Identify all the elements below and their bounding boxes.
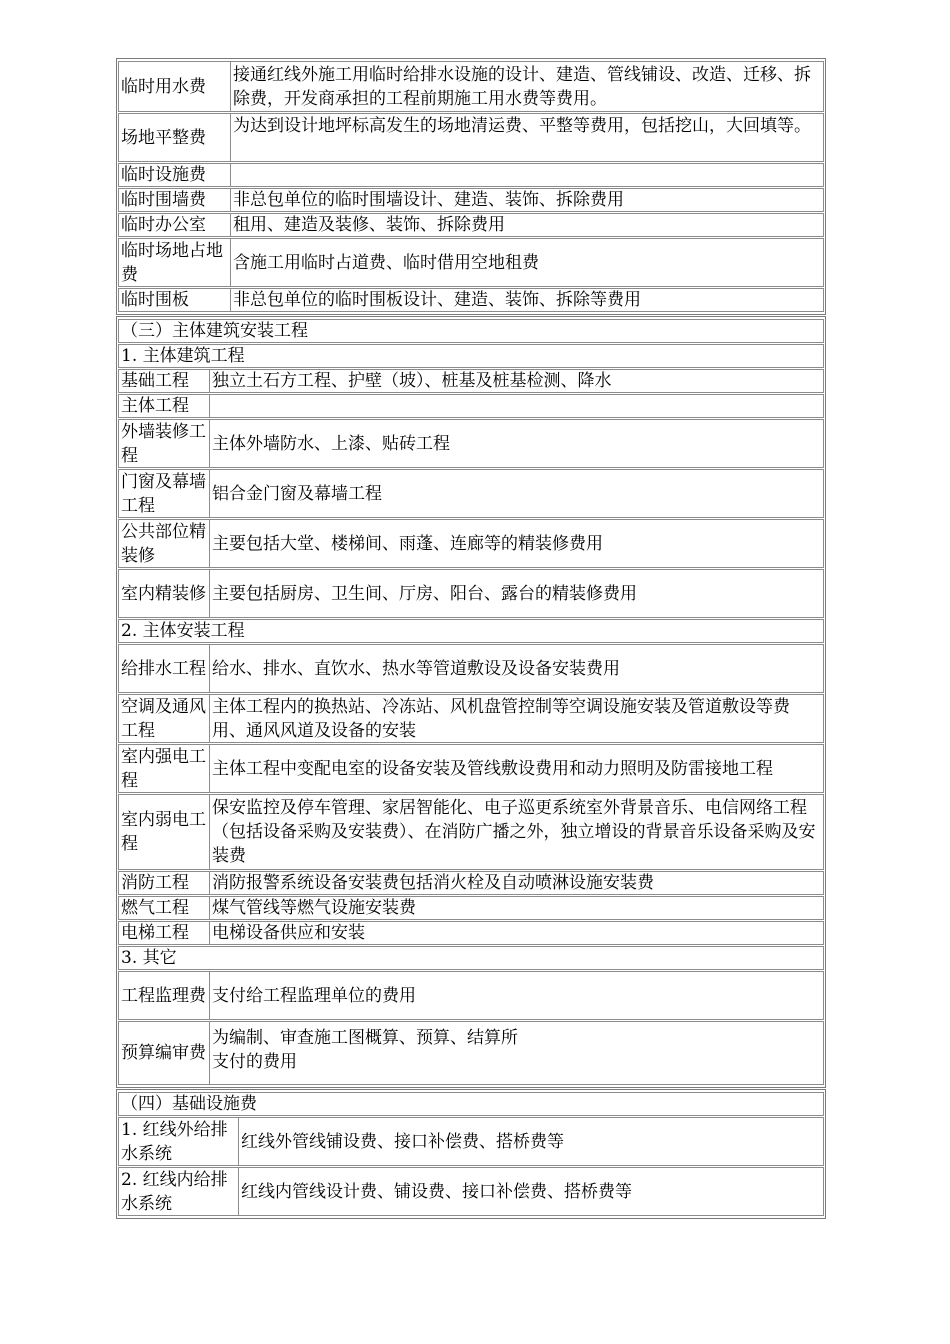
table-row [118,188,824,212]
table-row [118,113,824,162]
infrastructure-table [116,1089,826,1219]
subsection-title: 3. 其它 [121,948,177,968]
row-description: 为达到设计地坪标高发生的场地清运费、平整等费用，包括挖山，大回填等。 [233,116,811,136]
temp-facilities-table [116,58,826,315]
row-label: 消防工程 [119,872,210,894]
row-description: 铝合金门窗及幕墙工程 [212,483,382,504]
table-row [118,369,824,393]
row-description: 接通红线外施工用临时给排水设施的设计、建造、管线铺设、改造、迁移、拆除费，开发商承担的工程前期施工用水费等费用。 [233,64,811,109]
row-label: 外墙装修工程 [119,420,210,467]
table-row [118,288,824,312]
row-description: 给水、排水、直饮水、热水等管道敷设及设备安装费用 [212,658,620,679]
table-row [118,238,824,287]
row-label: 电梯工程 [119,922,210,944]
table-row [118,794,824,870]
row-label: 工程监理费 [119,972,210,1019]
row-label: 临时围板 [119,289,231,311]
section-title: （三）主体建筑安装工程 [121,321,308,341]
table-row [118,419,824,468]
row-description: 主体外墙防水、上漆、贴砖工程 [212,433,450,454]
row-label: 公共部位精装修 [119,520,210,567]
row-label: 1. 红线外给排水系统 [119,1118,239,1165]
row-description [210,395,823,417]
table-row [118,1021,824,1085]
table-row [118,61,824,112]
table-row [118,469,824,518]
row-label: 2. 红线内给排水系统 [119,1168,239,1215]
table-row [118,1117,824,1166]
row-label: 燃气工程 [119,897,210,919]
table-row [118,694,824,743]
table-row [118,213,824,237]
row-description: 煤气管线等燃气设施安装费 [212,898,416,918]
row-description: 红线内管线设计费、铺设费、接口补偿费、搭桥费等 [241,1181,632,1202]
subsection-heading-row [118,946,824,970]
row-description: 非总包单位的临时围墙设计、建造、装饰、拆除费用 [233,190,624,210]
main-construction-table [116,316,826,1088]
row-description: 红线外管线铺设费、接口补偿费、搭桥费等 [241,1131,564,1152]
description-line: 为编制、审查施工图概算、预算、结算所 [212,1028,518,1048]
section-title: （四）基础设施费 [121,1094,257,1114]
row-description: 非总包单位的临时围板设计、建造、装饰、拆除等费用 [233,290,641,310]
table-row [118,644,824,693]
row-label: 室内弱电工程 [119,795,210,869]
row-label: 基础工程 [119,370,210,392]
document-sheet [116,58,826,1220]
subsection-heading-row [118,344,824,368]
row-description: 主要包括厨房、卫生间、厅房、阳台、露台的精装修费用 [212,583,637,604]
row-description: 独立土石方工程、护壁（坡）、桩基及桩基检测、降水 [212,371,612,391]
row-description: 支付给工程监理单位的费用 [212,985,416,1006]
row-label: 给排水工程 [119,645,210,692]
row-label: 室内精装修 [119,570,210,617]
row-description: 保安监控及停车管理、家居智能化、电子巡更系统室外背景音乐、电信网络工程（包括设备采购及安装费）、在消防广播之外，独立增设的背景音乐设备采购及安装费 [212,798,816,866]
row-label: 空调及通风工程 [119,695,210,742]
table-row [118,163,824,187]
row-description: 租用、建造及装修、装饰、拆除费用 [233,215,505,235]
row-label: 预算编审费 [119,1022,210,1084]
row-description [210,1022,823,1084]
table-row [118,569,824,618]
subsection-heading-row [118,619,824,643]
table-row [118,871,824,895]
row-description: 电梯设备供应和安装 [212,923,365,943]
table-row [118,1167,824,1216]
table-row [118,519,824,568]
row-label: 临时办公室 [119,214,231,236]
row-label: 场地平整费 [119,114,231,161]
row-description [231,164,823,186]
subsection-title: 2. 主体安装工程 [121,621,245,641]
description-line: 支付的费用 [212,1052,297,1072]
row-description: 消防报警系统设备安装费包括消火栓及自动喷淋设施安装费 [212,873,654,893]
table-row [118,896,824,920]
row-label: 临时用水费 [119,62,231,111]
row-description: 含施工用临时占道费、临时借用空地租费 [233,252,539,273]
row-description: 主体工程中变配电室的设备安装及管线敷设费用和动力照明及防雷接地工程 [212,758,773,779]
section-heading-row [118,319,824,343]
subsection-title: 1. 主体建筑工程 [121,346,245,366]
table-row [118,971,824,1020]
row-description: 主要包括大堂、楼梯间、雨蓬、连廊等的精装修费用 [212,533,603,554]
row-label: 临时场地占地费 [119,239,231,286]
row-label: 临时围墙费 [119,189,231,211]
row-label: 临时设施费 [119,164,231,186]
table-row [118,921,824,945]
row-label: 主体工程 [119,395,210,417]
row-label: 室内强电工程 [119,745,210,792]
row-label: 门窗及幕墙工程 [119,470,210,517]
section-heading-row [118,1092,824,1116]
table-row [118,744,824,793]
table-row [118,394,824,418]
row-description: 主体工程内的换热站、冷冻站、风机盘管控制等空调设施安装及管道敷设等费用、通风风道及设备的安装 [212,696,790,741]
